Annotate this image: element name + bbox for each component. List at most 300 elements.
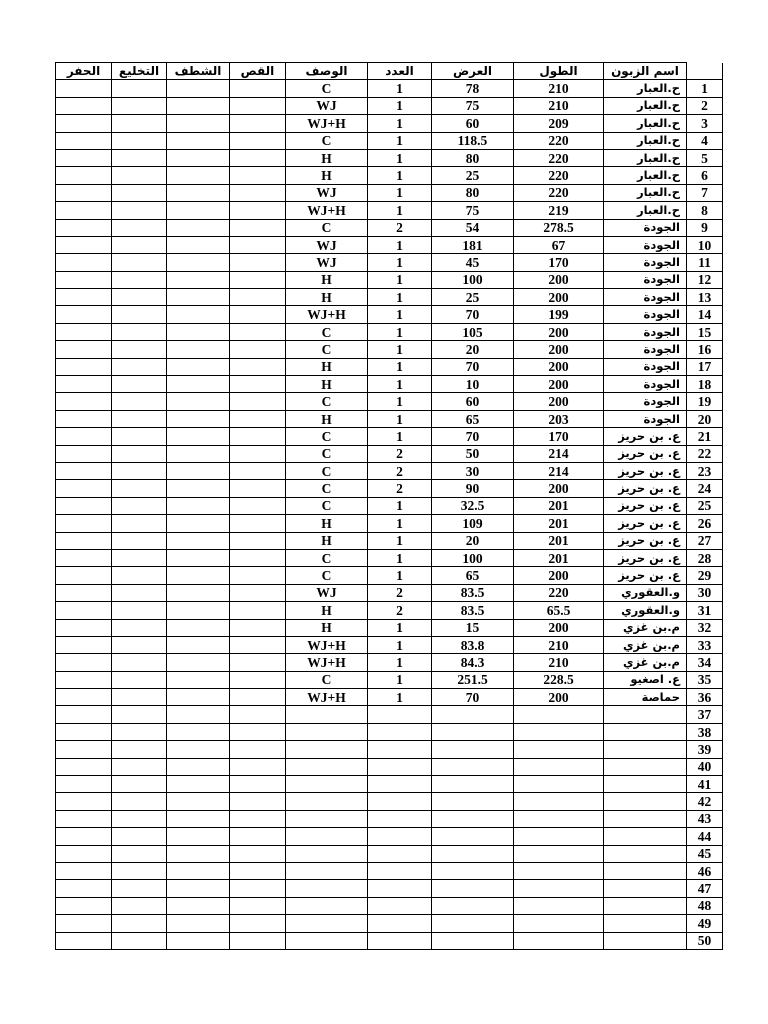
- row-number-cell: 39: [687, 741, 723, 758]
- count-cell: 1: [368, 132, 432, 149]
- customer-name-cell: ح.العبار: [604, 97, 687, 114]
- description-cell: H: [286, 167, 368, 184]
- drilling-cell: [56, 97, 112, 114]
- count-cell: 1: [368, 306, 432, 323]
- cutting-cell: [230, 532, 286, 549]
- description-cell: [286, 845, 368, 862]
- drilling-cell: [56, 654, 112, 671]
- table-row: [56, 793, 723, 810]
- count-cell: 2: [368, 602, 432, 619]
- row-number-cell: 13: [687, 289, 723, 306]
- table-row: [56, 497, 723, 514]
- drilling-cell: [56, 341, 112, 358]
- description-cell: C: [286, 497, 368, 514]
- drilling-cell: [56, 358, 112, 375]
- cutting-cell: [230, 932, 286, 949]
- length-cell: 201: [514, 532, 604, 549]
- width-cell: 60: [432, 115, 514, 132]
- description-cell: [286, 810, 368, 827]
- row-number-cell: 43: [687, 810, 723, 827]
- cutting-cell: [230, 167, 286, 184]
- description-cell: WJ: [286, 236, 368, 253]
- cutting-cell: [230, 619, 286, 636]
- drilling-cell: [56, 410, 112, 427]
- customer-name-cell: [604, 932, 687, 949]
- customer-name-cell: الجودة: [604, 410, 687, 427]
- cutting-cell: [230, 184, 286, 201]
- drilling-cell: [56, 880, 112, 897]
- chamfer-cell: [167, 97, 230, 114]
- customer-name-cell: الجودة: [604, 254, 687, 271]
- cutting-cell: [230, 202, 286, 219]
- customer-name-cell: الجودة: [604, 236, 687, 253]
- length-cell: [514, 915, 604, 932]
- length-cell: 201: [514, 549, 604, 566]
- width-cell: 118.5: [432, 132, 514, 149]
- length-cell: 200: [514, 289, 604, 306]
- hollowing-cell: [112, 619, 167, 636]
- hollowing-cell: [112, 376, 167, 393]
- count-cell: 2: [368, 584, 432, 601]
- header-width: العرض: [432, 63, 514, 80]
- drilling-cell: [56, 289, 112, 306]
- drilling-cell: [56, 793, 112, 810]
- count-cell: [368, 915, 432, 932]
- drilling-cell: [56, 271, 112, 288]
- chamfer-cell: [167, 706, 230, 723]
- row-number-cell: 24: [687, 480, 723, 497]
- table-row: [56, 132, 723, 149]
- row-number-cell: 35: [687, 671, 723, 688]
- width-cell: 75: [432, 202, 514, 219]
- count-cell: 1: [368, 323, 432, 340]
- table-row: [56, 462, 723, 479]
- chamfer-cell: [167, 671, 230, 688]
- length-cell: [514, 776, 604, 793]
- drilling-cell: [56, 184, 112, 201]
- hollowing-cell: [112, 289, 167, 306]
- customer-name-cell: الجودة: [604, 219, 687, 236]
- chamfer-cell: [167, 271, 230, 288]
- chamfer-cell: [167, 810, 230, 827]
- length-cell: [514, 793, 604, 810]
- width-cell: 25: [432, 167, 514, 184]
- customer-name-cell: [604, 793, 687, 810]
- cutting-cell: [230, 671, 286, 688]
- table-row: [56, 289, 723, 306]
- chamfer-cell: [167, 236, 230, 253]
- row-number-cell: 28: [687, 549, 723, 566]
- count-cell: 1: [368, 497, 432, 514]
- description-cell: [286, 897, 368, 914]
- count-cell: [368, 810, 432, 827]
- count-cell: 1: [368, 202, 432, 219]
- length-cell: 220: [514, 167, 604, 184]
- length-cell: [514, 880, 604, 897]
- width-cell: 78: [432, 80, 514, 97]
- count-cell: 1: [368, 376, 432, 393]
- length-cell: 170: [514, 428, 604, 445]
- hollowing-cell: [112, 810, 167, 827]
- row-number-cell: 25: [687, 497, 723, 514]
- description-cell: [286, 828, 368, 845]
- hollowing-cell: [112, 80, 167, 97]
- chamfer-cell: [167, 376, 230, 393]
- row-number-cell: 30: [687, 584, 723, 601]
- length-cell: 200: [514, 271, 604, 288]
- hollowing-cell: [112, 758, 167, 775]
- hollowing-cell: [112, 132, 167, 149]
- count-cell: 1: [368, 532, 432, 549]
- cutting-cell: [230, 410, 286, 427]
- description-cell: H: [286, 271, 368, 288]
- width-cell: 80: [432, 149, 514, 166]
- length-cell: [514, 758, 604, 775]
- width-cell: 70: [432, 689, 514, 706]
- chamfer-cell: [167, 654, 230, 671]
- drilling-cell: [56, 149, 112, 166]
- customer-name-cell: و.العقوري: [604, 584, 687, 601]
- width-cell: 100: [432, 271, 514, 288]
- width-cell: [432, 741, 514, 758]
- customer-name-cell: [604, 845, 687, 862]
- cutting-cell: [230, 793, 286, 810]
- cutting-cell: [230, 880, 286, 897]
- length-cell: 210: [514, 654, 604, 671]
- description-cell: H: [286, 149, 368, 166]
- row-number-cell: 33: [687, 636, 723, 653]
- hollowing-cell: [112, 184, 167, 201]
- description-cell: C: [286, 462, 368, 479]
- chamfer-cell: [167, 358, 230, 375]
- width-cell: 70: [432, 306, 514, 323]
- hollowing-cell: [112, 880, 167, 897]
- count-cell: 2: [368, 219, 432, 236]
- row-number-cell: 4: [687, 132, 723, 149]
- count-cell: 2: [368, 445, 432, 462]
- chamfer-cell: [167, 758, 230, 775]
- count-cell: 1: [368, 428, 432, 445]
- row-number-cell: 19: [687, 393, 723, 410]
- hollowing-cell: [112, 480, 167, 497]
- cutting-cell: [230, 289, 286, 306]
- length-cell: 65.5: [514, 602, 604, 619]
- width-cell: 109: [432, 515, 514, 532]
- description-cell: C: [286, 323, 368, 340]
- cutting-cell: [230, 271, 286, 288]
- drilling-cell: [56, 932, 112, 949]
- description-cell: C: [286, 80, 368, 97]
- count-cell: 1: [368, 97, 432, 114]
- chamfer-cell: [167, 219, 230, 236]
- table-row: [56, 97, 723, 114]
- chamfer-cell: [167, 254, 230, 271]
- chamfer-cell: [167, 741, 230, 758]
- hollowing-cell: [112, 723, 167, 740]
- table-row: [56, 810, 723, 827]
- length-cell: 201: [514, 497, 604, 514]
- row-number-cell: 29: [687, 567, 723, 584]
- table-row: [56, 271, 723, 288]
- width-cell: [432, 862, 514, 879]
- width-cell: 65: [432, 410, 514, 427]
- customer-name-cell: ع. بن حريز: [604, 532, 687, 549]
- customer-name-cell: [604, 758, 687, 775]
- chamfer-cell: [167, 689, 230, 706]
- row-number-cell: 15: [687, 323, 723, 340]
- hollowing-cell: [112, 602, 167, 619]
- hollowing-cell: [112, 202, 167, 219]
- drilling-cell: [56, 636, 112, 653]
- customer-name-cell: [604, 723, 687, 740]
- table-row: [56, 393, 723, 410]
- width-cell: [432, 828, 514, 845]
- width-cell: 32.5: [432, 497, 514, 514]
- customer-name-cell: م.بن غزي: [604, 636, 687, 653]
- customer-name-cell: الجودة: [604, 341, 687, 358]
- hollowing-cell: [112, 845, 167, 862]
- description-cell: H: [286, 289, 368, 306]
- customer-name-cell: الجودة: [604, 376, 687, 393]
- width-cell: [432, 776, 514, 793]
- width-cell: [432, 880, 514, 897]
- chamfer-cell: [167, 323, 230, 340]
- cutting-cell: [230, 689, 286, 706]
- cutting-cell: [230, 862, 286, 879]
- drilling-cell: [56, 776, 112, 793]
- row-number-cell: 12: [687, 271, 723, 288]
- chamfer-cell: [167, 584, 230, 601]
- width-cell: [432, 793, 514, 810]
- cutting-cell: [230, 706, 286, 723]
- row-number-cell: 10: [687, 236, 723, 253]
- count-cell: 1: [368, 236, 432, 253]
- chamfer-cell: [167, 619, 230, 636]
- table-row: [56, 758, 723, 775]
- hollowing-cell: [112, 97, 167, 114]
- customer-name-cell: [604, 828, 687, 845]
- length-cell: 170: [514, 254, 604, 271]
- drilling-cell: [56, 323, 112, 340]
- customer-name-cell: الجودة: [604, 271, 687, 288]
- length-cell: 67: [514, 236, 604, 253]
- chamfer-cell: [167, 845, 230, 862]
- table-row: [56, 428, 723, 445]
- table-row: [56, 828, 723, 845]
- description-cell: WJ+H: [286, 689, 368, 706]
- width-cell: 84.3: [432, 654, 514, 671]
- table-row: [56, 723, 723, 740]
- header-hollowing: التخليع: [112, 63, 167, 80]
- table-row: [56, 445, 723, 462]
- chamfer-cell: [167, 636, 230, 653]
- cutting-cell: [230, 445, 286, 462]
- description-cell: [286, 932, 368, 949]
- drilling-cell: [56, 132, 112, 149]
- hollowing-cell: [112, 897, 167, 914]
- chamfer-cell: [167, 202, 230, 219]
- cutting-cell: [230, 584, 286, 601]
- description-cell: H: [286, 602, 368, 619]
- hollowing-cell: [112, 793, 167, 810]
- length-cell: [514, 862, 604, 879]
- customer-name-cell: ع. اصغيو: [604, 671, 687, 688]
- length-cell: 210: [514, 636, 604, 653]
- hollowing-cell: [112, 654, 167, 671]
- count-cell: 1: [368, 549, 432, 566]
- row-number-cell: 20: [687, 410, 723, 427]
- row-number-cell: 46: [687, 862, 723, 879]
- chamfer-cell: [167, 723, 230, 740]
- description-cell: WJ+H: [286, 202, 368, 219]
- drilling-cell: [56, 845, 112, 862]
- length-cell: 200: [514, 341, 604, 358]
- description-cell: [286, 758, 368, 775]
- drilling-cell: [56, 497, 112, 514]
- description-cell: C: [286, 428, 368, 445]
- length-cell: 200: [514, 393, 604, 410]
- description-cell: [286, 776, 368, 793]
- width-cell: [432, 932, 514, 949]
- chamfer-cell: [167, 862, 230, 879]
- row-number-cell: 41: [687, 776, 723, 793]
- hollowing-cell: [112, 584, 167, 601]
- description-cell: H: [286, 376, 368, 393]
- row-number-cell: 26: [687, 515, 723, 532]
- table-row: [56, 915, 723, 932]
- count-cell: [368, 793, 432, 810]
- header-row: [56, 63, 723, 80]
- chamfer-cell: [167, 462, 230, 479]
- count-cell: 1: [368, 410, 432, 427]
- hollowing-cell: [112, 671, 167, 688]
- hollowing-cell: [112, 341, 167, 358]
- chamfer-cell: [167, 341, 230, 358]
- row-number-cell: 38: [687, 723, 723, 740]
- row-number-cell: 18: [687, 376, 723, 393]
- row-number-cell: 11: [687, 254, 723, 271]
- customer-name-cell: ح.العبار: [604, 167, 687, 184]
- count-cell: 1: [368, 254, 432, 271]
- table-row: [56, 862, 723, 879]
- count-cell: [368, 828, 432, 845]
- row-number-cell: 34: [687, 654, 723, 671]
- customer-name-cell: ح.العبار: [604, 202, 687, 219]
- width-cell: 20: [432, 532, 514, 549]
- drilling-cell: [56, 202, 112, 219]
- cutting-cell: [230, 758, 286, 775]
- table-row: [56, 845, 723, 862]
- count-cell: 1: [368, 671, 432, 688]
- length-cell: 200: [514, 689, 604, 706]
- cutting-cell: [230, 845, 286, 862]
- description-cell: C: [286, 671, 368, 688]
- width-cell: [432, 758, 514, 775]
- cutting-cell: [230, 741, 286, 758]
- table-row: [56, 254, 723, 271]
- length-cell: 210: [514, 97, 604, 114]
- drilling-cell: [56, 254, 112, 271]
- hollowing-cell: [112, 167, 167, 184]
- width-cell: 90: [432, 480, 514, 497]
- customer-name-cell: ح.العبار: [604, 184, 687, 201]
- count-cell: 1: [368, 184, 432, 201]
- hollowing-cell: [112, 393, 167, 410]
- chamfer-cell: [167, 776, 230, 793]
- cutting-cell: [230, 915, 286, 932]
- table-row: [56, 706, 723, 723]
- row-number-cell: 8: [687, 202, 723, 219]
- width-cell: [432, 723, 514, 740]
- table-row: [56, 932, 723, 949]
- drilling-cell: [56, 115, 112, 132]
- length-cell: 201: [514, 515, 604, 532]
- hollowing-cell: [112, 636, 167, 653]
- cutting-cell: [230, 654, 286, 671]
- hollowing-cell: [112, 532, 167, 549]
- customer-name-cell: ع. بن حريز: [604, 549, 687, 566]
- hollowing-cell: [112, 271, 167, 288]
- row-number-cell: 36: [687, 689, 723, 706]
- cutting-cell: [230, 515, 286, 532]
- drilling-cell: [56, 862, 112, 879]
- hollowing-cell: [112, 862, 167, 879]
- width-cell: 83.8: [432, 636, 514, 653]
- header-drilling: الحفر: [56, 63, 112, 80]
- length-cell: [514, 897, 604, 914]
- table-row: [56, 549, 723, 566]
- table-row: [56, 567, 723, 584]
- customer-name-cell: ع. بن حريز: [604, 462, 687, 479]
- length-cell: 220: [514, 132, 604, 149]
- customer-name-cell: ع. بن حريز: [604, 567, 687, 584]
- count-cell: 1: [368, 689, 432, 706]
- cutting-cell: [230, 480, 286, 497]
- width-cell: [432, 897, 514, 914]
- description-cell: C: [286, 480, 368, 497]
- customer-name-cell: حماصة: [604, 689, 687, 706]
- description-cell: WJ: [286, 184, 368, 201]
- table-row: [56, 167, 723, 184]
- description-cell: WJ+H: [286, 654, 368, 671]
- row-number-cell: 22: [687, 445, 723, 462]
- drilling-cell: [56, 584, 112, 601]
- customer-name-cell: الجودة: [604, 358, 687, 375]
- hollowing-cell: [112, 323, 167, 340]
- width-cell: 70: [432, 428, 514, 445]
- table-row: [56, 236, 723, 253]
- chamfer-cell: [167, 515, 230, 532]
- hollowing-cell: [112, 410, 167, 427]
- cutting-cell: [230, 567, 286, 584]
- drilling-cell: [56, 567, 112, 584]
- length-cell: 200: [514, 358, 604, 375]
- description-cell: C: [286, 567, 368, 584]
- description-cell: H: [286, 619, 368, 636]
- description-cell: [286, 723, 368, 740]
- chamfer-cell: [167, 532, 230, 549]
- drilling-cell: [56, 549, 112, 566]
- chamfer-cell: [167, 602, 230, 619]
- width-cell: 65: [432, 567, 514, 584]
- chamfer-cell: [167, 115, 230, 132]
- hollowing-cell: [112, 497, 167, 514]
- description-cell: C: [286, 219, 368, 236]
- count-cell: 1: [368, 341, 432, 358]
- header-cutting: القص: [230, 63, 286, 80]
- description-cell: C: [286, 393, 368, 410]
- hollowing-cell: [112, 428, 167, 445]
